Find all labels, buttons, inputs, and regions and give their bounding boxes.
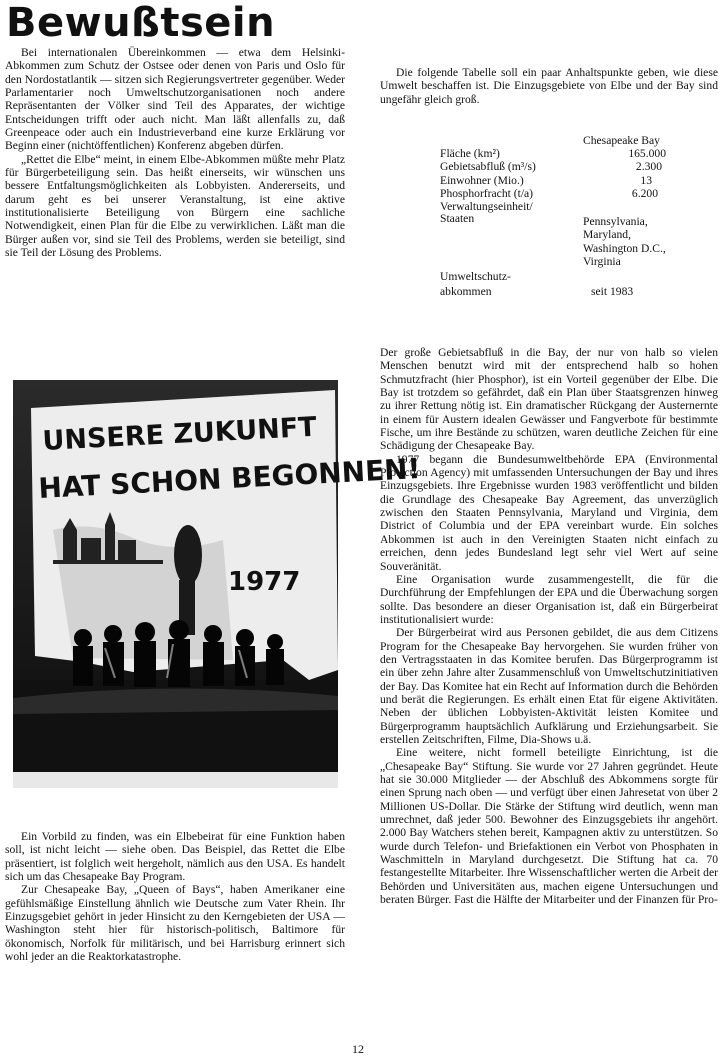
paragraph: „Rettet die Elbe“ meint, in einem Elbe-Abkommen müßte mehr Platz für Bürgerbeteiligung sein. Das heißt einerseits, wir wünschen uns bessere Entfaltungsmöglichkeiten als Lobbyisten. Andererseits, und darum geht es bei unserer Veranstaltung, ist eine aktive institutionalisierte Beteiligung von Bürgern eine sachliche Notwendigkeit, einen Plan für die Elbe zu verwirklichen. Läßt man die Bürger außen vor, sind sie Teil des Problems, werden sie beteiligt, sind sie Teil der Lösung des Problems. [5, 152, 345, 260]
table-label: Phosphorfracht (t/a) [440, 186, 534, 200]
paragraph: Eine weitere, nicht formell beteiligte Einrichtung, ist die „Chesapeake Bay“ Stiftung. Sie wurde vor 27 Jahren gegründet. Heute hat sie 30.000 Mitglieder — der Abschluß des Abkommens sorgte für einen Sprung nach oben — und verfügt über einen Jahresetat von über 2 Millionen US-Dollar. Die Stärke der Stiftung wird deutlich, wenn man umrechnet, daß jeder 500. Bewohner des Einzugsgebiets ihr angehört. 2.000 Bay Watchers stehen bereit, Kampagnen aktiv zu unterstützen. So wurde durch Telefon- und Briefaktionen ein Verbot von Phosphaten in Waschmitteln in Maryland durchgesetzt. Die Stiftung hat ca. 70 festangestellte Mitarbeiter. Ihre Wissenschaftlicher werten die Arbeit der Behörden und Universitäten aus, machen eigene Untersuchungen und beraten Bürger. Fast die Hälfte der Mitarbeiter und der Finanzen für Pro- [380, 746, 718, 907]
paragraph: Der Bürgerbeirat wird aus Personen gebildet, die aus dem Citizens Program for the Chesapeake Bay hervorgehen. Sie wurden früher von den Vertragsstaaten in das Komitee berufen. Das Bürgerprogramm ist ein über zehn Jahre alter Zusammenschluß von Umweltschutzinitiativen der Bay. Das Komitee hat ein Recht auf Information durch die Behörden und berät die Regierungen. Es erhält einen Etat für eigene Aktivitäten. Neben der üblichen Lobbyisten-Aktivität leisten Komitee und Bürgerprogramm hauptsächlich Aufklärung und Erziehungsarbeit. Sie erstellen Zeitschriften, Filme, Dia-Shows u.ä. [380, 626, 718, 746]
column-left-bottom [5, 830, 345, 963]
table-value: 165.000 [628, 147, 666, 161]
table-row [440, 147, 720, 160]
banner-year: 1977 [228, 567, 301, 597]
table-value: 2.300 [635, 160, 662, 174]
table-label: Umweltschutz- [440, 270, 511, 284]
table-header: Chesapeake Bay [583, 134, 660, 147]
paragraph: Ein Vorbild zu finden, was ein Elbebeirat für eine Funktion haben soll, ist nicht leicht — siehe oben. Das Beispiel, das Rettet die Elbe präsentiert, ist folglich weit hergeholt, nämlich aus den USA. Es handelt sich um das Chesapeake Bay Program. [5, 830, 345, 884]
table-label: abkommen [440, 285, 492, 299]
table-value: 6.200 [631, 186, 658, 200]
table-row [440, 212, 720, 268]
table-value: seit 1983 [591, 285, 634, 299]
paragraph: Zur Chesapeake Bay, „Queen of Bays“, haben Amerikaner eine gefühlsmäßige Einstellung ähnlich wie Deutsche zum Vater Rhein. Ihr Einzugsgebiet gehört in jeder Hinsicht zu den Kerngebieten der USA — Washington steht hier für historisch-politisch, Baltimore für ökonomisch, Norfolk für militärisch, und bei Harrisburg erinnert sich wohl jeder an die Reaktorkatastrophe. [5, 883, 345, 964]
banner-text-line2: HAT SCHON BEGONNEN! [37, 452, 422, 505]
table-row [440, 174, 720, 187]
paragraph: Der große Gebietsabfluß in die Bay, der nur von halb so vielen Menschen benutzt wird mit der entsprechend halb so hohen Schmutzfracht (hier Phosphor), ist ein Vorteil gegenüber der Elbe. Die Bay ist trotzdem so gefährdet, daß ein Plan über Staatsgrenzen hinweg zu ihrer Rettung nötig ist. Ein dramatischer Rückgang der Austernernte in einem für Austern idealen Gewässer und Fangverbote für bestimmte Fische, um ihre Bestände zu schützen, waren deutliche Zeichen für eine Schädigung der Chesapeake Bay. [380, 346, 718, 453]
protest-photo [13, 380, 422, 788]
photo-illustration [13, 380, 422, 788]
table-row [440, 270, 720, 283]
column-left-top [5, 46, 345, 260]
column-right-intro [380, 66, 718, 106]
paragraph: Die folgende Tabelle soll ein paar Anhaltspunkte geben, wie diese Umwelt beschaffen ist. Die Einzugsgebiete von Elbe und der Bay sind ungefähr gleich groß. [380, 66, 718, 106]
table-label: Fläche (km²) [440, 147, 500, 161]
banner-text-line1: UNSERE ZUKUNFT [41, 411, 318, 457]
table-value: Virginia [583, 254, 621, 268]
paragraph: Eine Organisation wurde zusammengestellt, die für die Durchführung der Empfehlungen der EPA und die Überwachung sorgen sollte. Das besondere an dieser Organisation ist, daß ein Bürgerbeirat institutionalisiert wurde: [380, 572, 718, 626]
table-value: 13 [640, 173, 652, 187]
table-row [440, 160, 720, 173]
table-label: Staaten [440, 212, 475, 226]
comparison-table [440, 134, 720, 298]
table-value: Washington D.C., [583, 241, 666, 255]
page-number: 12 [352, 1042, 364, 1056]
paragraph: 1977 begann die Bundesumweltbehörde EPA (Environmental Protection Agency) mit umfassenden Untersuchungen der Bay und ihres Einzugsgebiets. Ihre Ergebnisse wurden 1983 veröffentlicht und bilden die Grundlage des Chesapeake Bay Agreement, das unverzüglich zwischen den Staaten Pennsylvania, Maryland und Virginia, dem District of Columbia und der EPA vereinbart wurde. Ein solches Abkommen ist auch in den Vereinigten Staaten nicht einfach zu erreichen, denn jedes Bundesland legt sehr viel Wert auf seine Souveränität. [380, 452, 718, 573]
table-label: Einwohner (Mio.) [440, 173, 524, 187]
column-right-main [380, 346, 718, 906]
table-label: Gebietsabfluß (m³/s) [440, 160, 536, 174]
paragraph: Bei internationalen Übereinkommen — etwa dem Helsinki-Abkommen zum Schutz der Ostsee oder denen von Paris und Oslo für den Nordostatlantik — sitzen sich Regierungsvertreter gegenüber. Weder Parlamentarier noch Umweltschutzorganisationen noch andere Repräsentanten der Völker sind Teil des Apparates, der wichtige Entscheidungen trifft oder auch nicht. Man läßt allenfalls zu, daß Greenpeace oder auch ein Industrieverband eine kurze Erklärung vor Beginn einer (nichtöffentlichen) Konferenz abgeben dürfen. [5, 46, 345, 153]
table-label: Verwaltungseinheit/ [440, 200, 533, 214]
table-value: Pennsylvania, [583, 215, 648, 229]
table-value: Maryland, [583, 228, 631, 242]
page-title: Bewußtsein [6, 0, 276, 46]
table-row [440, 285, 720, 298]
table-row [440, 187, 720, 200]
